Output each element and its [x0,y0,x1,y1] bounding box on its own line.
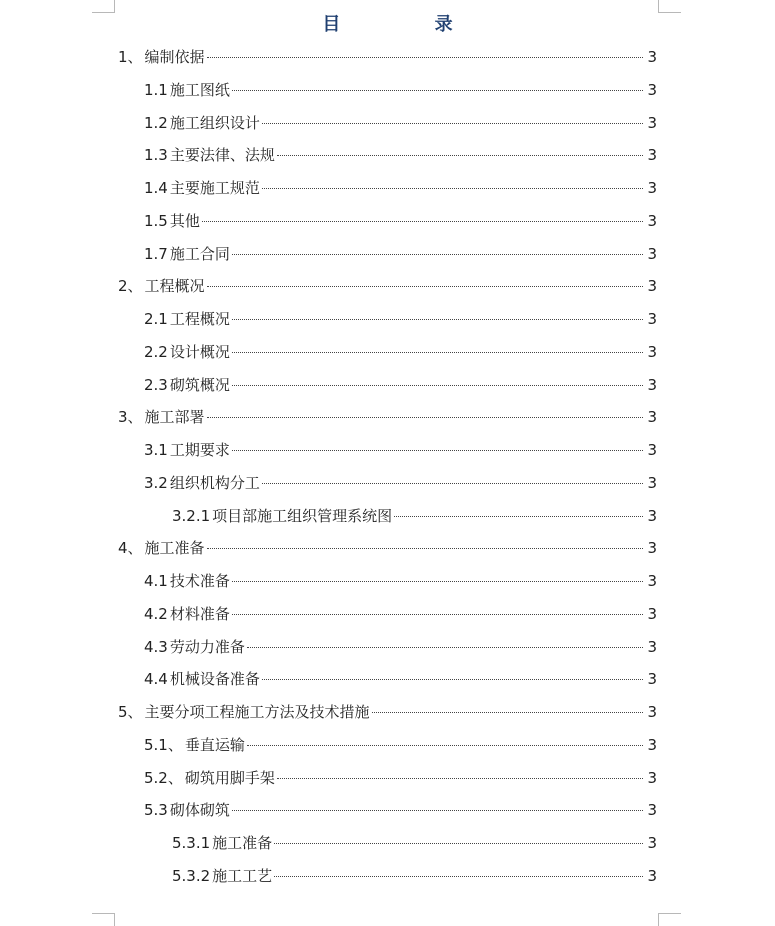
toc-entry[interactable] [144,732,657,758]
toc-entry-page-number: 3 [647,113,657,132]
toc-entry-label: 技术准备 [169,572,230,590]
toc-entry[interactable] [118,535,657,561]
toc-entry-label: 施工准备 [212,834,273,852]
toc-dot-leader [232,90,643,91]
toc-entry-page-number: 3 [647,637,657,656]
toc-entry[interactable] [144,470,657,496]
toc-entry-label: 垂直运输 [184,735,245,754]
toc-dot-leader [232,352,643,353]
toc-entry[interactable] [144,372,657,398]
toc-entry-number: 4.3 [144,637,168,656]
toc-entry-label: 砌体砌筑 [169,801,230,820]
toc-entry-label: 施工部署 [144,408,205,427]
toc-entry-label: 施工合同 [169,244,230,263]
toc-entry-label: 砌筑概况 [169,375,230,394]
toc-entry-number: 4、 [118,539,143,558]
toc-entry[interactable] [118,44,657,70]
toc-entry-label: 施工准备 [144,539,205,558]
toc-entry-number: 1.1 [144,80,168,99]
toc-entry-number: 3.2.1 [172,506,211,525]
crop-mark-bottom-left [92,913,115,926]
toc-entry[interactable] [144,437,657,463]
toc-entry[interactable] [144,568,657,594]
toc-entry[interactable] [144,797,657,823]
toc-dot-leader [277,155,643,156]
toc-entry-label: 主要法律、法规 [169,146,275,165]
toc-entry-page-number: 3 [647,801,657,820]
toc-entry-number: 3、 [118,408,143,427]
toc-entry-label: 施工图纸 [169,80,230,99]
toc-entry-page-number: 3 [647,866,657,885]
toc-entry-label: 工程概况 [169,310,230,328]
toc-entry[interactable] [144,142,657,168]
toc-entry-page-number: 3 [647,670,657,689]
toc-entry[interactable] [144,241,657,267]
toc-entry-number: 1、 [118,48,143,66]
toc-entry[interactable] [144,77,657,103]
toc-entry-number: 4.1 [144,572,168,590]
toc-entry-number: 2.3 [144,375,168,394]
toc-entry-page-number: 3 [647,211,657,230]
toc-entry[interactable] [144,339,657,365]
toc-entry-page-number: 3 [647,539,657,558]
toc-entry[interactable] [144,208,657,234]
toc-dot-leader [207,548,643,549]
toc-entry-page-number: 3 [647,604,657,623]
toc-entry-number: 4.2 [144,604,168,623]
toc-entry[interactable] [172,503,657,529]
toc-dot-leader [262,679,643,680]
toc-entry-number: 1.3 [144,146,168,165]
toc-entry-page-number: 3 [647,342,657,361]
toc-entry[interactable] [144,666,657,692]
toc-entry-number: 2、 [118,277,143,296]
toc-entry-page-number: 3 [647,572,657,590]
toc-entry-page-number: 3 [647,310,657,328]
toc-entry-page-number: 3 [647,179,657,197]
toc-dot-leader [232,385,643,386]
toc-dot-leader [207,417,643,418]
toc-dot-leader [232,254,643,255]
toc-entry-label: 项目部施工组织管理系统图 [212,506,393,525]
toc-entry-label: 编制依据 [144,48,205,66]
toc-entry-number: 1.2 [144,113,168,132]
toc-dot-leader [247,745,643,746]
toc-entry-page-number: 3 [647,277,657,296]
toc-entry-number: 2.2 [144,342,168,361]
toc-entry-page-number: 3 [647,375,657,394]
toc-dot-leader [274,876,643,877]
toc-entry-number: 3.2 [144,473,168,492]
toc-entry-page-number: 3 [647,506,657,525]
toc-dot-leader [274,843,643,844]
toc-dot-leader [232,581,643,582]
toc-dot-leader [232,450,643,451]
toc-entry-number: 2.1 [144,310,168,328]
toc-entry-page-number: 3 [647,48,657,66]
toc-entry-page-number: 3 [647,703,657,721]
toc-entry-page-number: 3 [647,768,657,787]
toc-entry-label: 其他 [169,211,200,230]
toc-entry-page-number: 3 [647,146,657,165]
toc-entry-page-number: 3 [647,834,657,852]
toc-entry[interactable] [144,601,657,627]
toc-entry[interactable] [118,404,657,430]
toc-dot-leader [262,123,643,124]
toc-entry[interactable] [144,175,657,201]
toc-dot-leader [232,319,643,320]
toc-entry[interactable] [118,273,657,299]
toc-title: 目 录 [322,14,497,35]
toc-entry-number: 5.3 [144,801,168,820]
toc-entry-label: 机械设备准备 [169,670,260,689]
toc-entry-label: 组织机构分工 [169,473,260,492]
toc-dot-leader [202,221,643,222]
toc-entry-number: 5.2、 [144,768,183,787]
toc-entry-label: 砌筑用脚手架 [184,768,275,787]
toc-entry-number: 3.1 [144,441,168,459]
toc-entry-label: 材料准备 [169,604,230,623]
toc-dot-leader [262,483,643,484]
crop-mark-bottom-right [658,913,681,926]
toc-entry-number: 1.7 [144,244,168,263]
toc-entry-page-number: 3 [647,473,657,492]
toc-entry-label: 设计概况 [169,342,230,361]
toc-entry[interactable] [144,110,657,136]
toc-entry-number: 1.5 [144,211,168,230]
toc-entry-label: 施工工艺 [212,866,273,885]
toc-entry[interactable] [172,830,657,856]
toc-entry[interactable] [118,699,657,725]
toc-entry[interactable] [144,634,657,660]
toc-entry-page-number: 3 [647,244,657,263]
toc-entry[interactable] [172,863,657,889]
toc-entry-number: 5.1、 [144,735,183,754]
toc-entry-page-number: 3 [647,408,657,427]
toc-entry-label: 主要分项工程施工方法及技术措施 [144,703,370,721]
toc-dot-leader [277,778,643,779]
toc-entry-number: 5.3.1 [172,834,211,852]
toc-entry[interactable] [144,306,657,332]
toc-entry-page-number: 3 [647,441,657,459]
toc-dot-leader [207,57,643,58]
toc-entry-label: 劳动力准备 [169,637,245,656]
toc-entry-page-number: 3 [647,80,657,99]
toc-dot-leader [232,614,643,615]
toc-entry-page-number: 3 [647,735,657,754]
toc-entry-number: 4.4 [144,670,168,689]
toc-entry-number: 1.4 [144,179,168,197]
toc-dot-leader [262,188,643,189]
toc-entry[interactable] [144,765,657,791]
toc-entry-label: 工期要求 [169,441,230,459]
toc-dot-leader [247,647,643,648]
toc-dot-leader [232,810,643,811]
toc-dot-leader [372,712,643,713]
toc-entry-label: 施工组织设计 [169,113,260,132]
toc-dot-leader [394,516,643,517]
toc-entry-label: 工程概况 [144,277,205,296]
toc-entry-number: 5.3.2 [172,866,211,885]
toc-entry-label: 主要施工规范 [169,179,260,197]
toc-dot-leader [207,286,643,287]
toc-entry-number: 5、 [118,703,143,721]
